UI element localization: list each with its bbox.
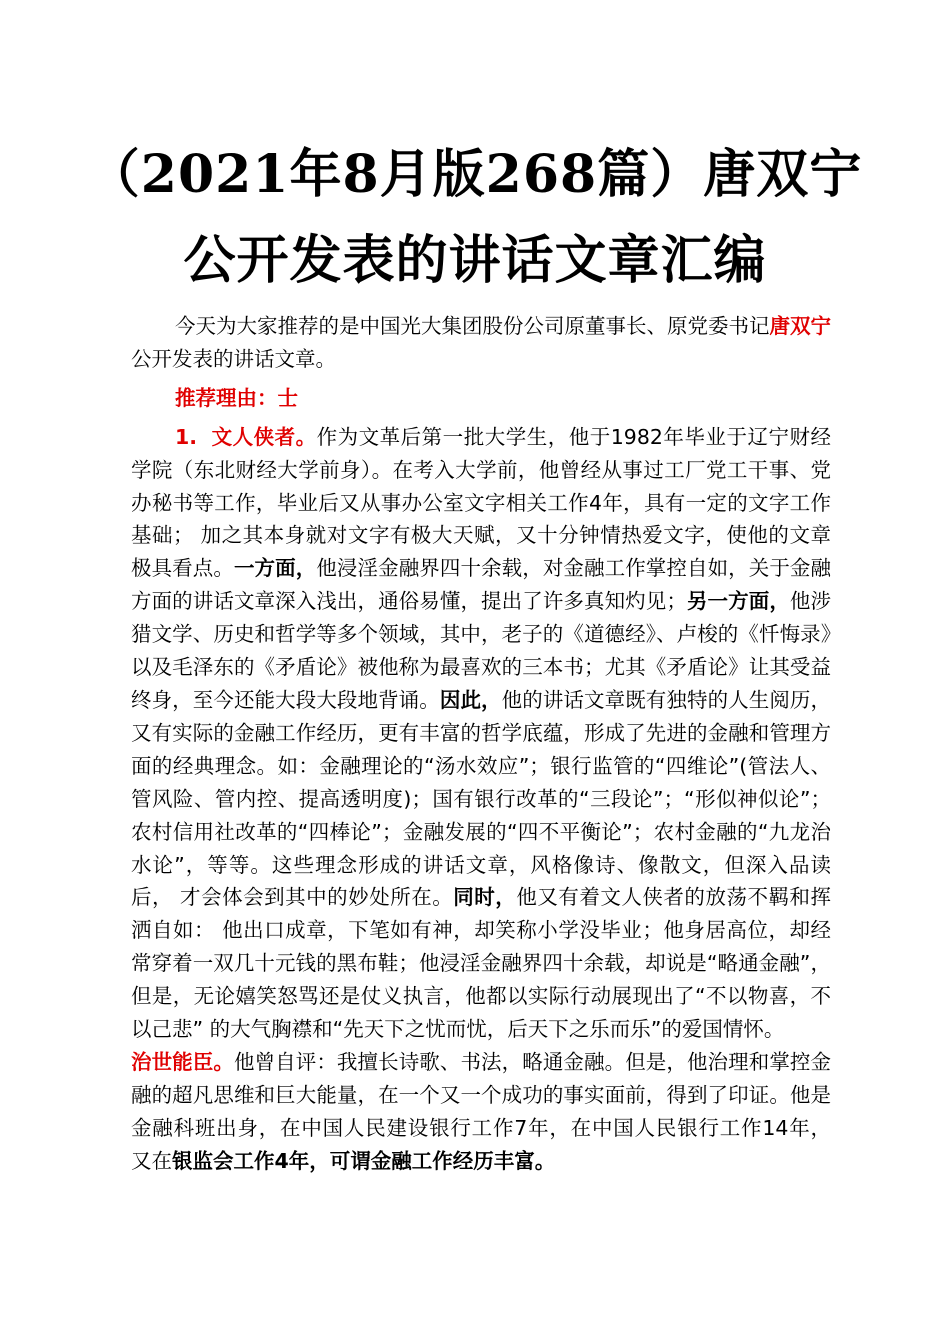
point-2-bold-1: 银监会工作4年，可谓金融工作经历丰富。 bbox=[172, 1148, 556, 1173]
document-title-line-2: 公开发表的讲话文章汇编 bbox=[183, 230, 767, 291]
document-body bbox=[131, 310, 831, 1178]
point-1-number: 1. bbox=[175, 424, 198, 449]
intro-paragraph bbox=[131, 310, 831, 376]
point-2-text-1: 他曾自评：我擅长诗歌、书法，略通金融。但是，他治理和掌控金融的超凡思维和巨大能量，在一个又一个成功的事实面前，得到了印证。他是金融科班出身，在中国人民建设银行工作7年，在中国人民银行工作14年， 又在 bbox=[131, 1049, 832, 1173]
point-1-text-3: 他涉猎文学、历史和哲学等多个领域，其中，老子的《道德经》、卢梭的《忏悔录》以及毛泽东的《矛盾论》被他称为最喜欢的三本书；尤其《矛盾论》让其受益终身，至今还能大段大段地背诵。 bbox=[131, 589, 832, 712]
point-1-paragraph bbox=[131, 421, 831, 1046]
point-2-label: 治世能臣。 bbox=[131, 1049, 234, 1074]
intro-text-a: 今天为大家推荐的是中国光大集团股份公司原董事长、原党委书记 bbox=[175, 314, 770, 338]
point-1-bold-3: 因此， bbox=[439, 687, 502, 712]
point-1-bold-2: 另一方面， bbox=[686, 589, 790, 614]
point-1-bold-1: 一方面， bbox=[233, 556, 317, 581]
point-2-paragraph bbox=[131, 1046, 831, 1178]
point-1-text-1: 作为文革后第一批大学生，他于1982年毕业于辽宁财经学院（东北财经大学前身）。在考入大学前，他曾经从事过工厂党工干事、党办秘书等工作，毕业后又从事办公室文字相关工作4年，具有一定的文字工作基础； 加之其本身就对文字有极大天赋，又十分钟情热爱文字，使他的文章极具看点。 bbox=[131, 424, 832, 581]
intro-text-b: 公开发表的讲话文章。 bbox=[131, 346, 336, 371]
document-title-line-1: （2021年8月版268篇）唐双宁 bbox=[87, 144, 863, 205]
point-1-text-4: 他的讲话文章既有独特的人生阅历，又有实际的金融工作经历，更有丰富的哲学底蕴，形成了先进的金融和管理方面的经典理念。如：金融理论的“汤水效应”；银行监管的“四维论”(管法人、管风险、管内控、提高透明度)；国有银行改革的“三段论”；“形似神似论”；农村信用社改革的“四棒论”；金融发展的“四不平衡论”；农村金融的“九龙治水论”，等等。这些理念形成的讲话文章，风格像诗、像散文，但深入品读后， 才会体会到其中的妙处所在。 bbox=[131, 687, 832, 910]
point-1-bold-4: 同时， bbox=[453, 885, 517, 910]
point-1-text-2: 他浸淫金融界四十余载，对金融工作掌控自如，关于金融方面的讲话文章深入浅出，通俗易懂，提出了许多真知灼见； bbox=[131, 556, 832, 614]
reasons-heading: 推荐理由：士 bbox=[175, 385, 298, 410]
point-1-text-5: 他又有着文人侠者的放荡不羁和挥洒自如： 他出口成章，下笔如有神，却笑称小学没毕业；他身居高位，却经常穿着一双几十元钱的黑布鞋；他浸淫金融界四十余载，却说是“略通金融”，但是，无论嬉笑怒骂还是仗义执言，他都以实际行动展现出了“不以物喜，不以己悲” 的大气胸襟和“先天下之忧而忧，后天下之乐而乐”的爱国情怀。 bbox=[131, 885, 832, 1042]
person-name: 唐双宁 bbox=[769, 314, 831, 338]
point-1-label: 文人侠者。 bbox=[211, 424, 317, 449]
